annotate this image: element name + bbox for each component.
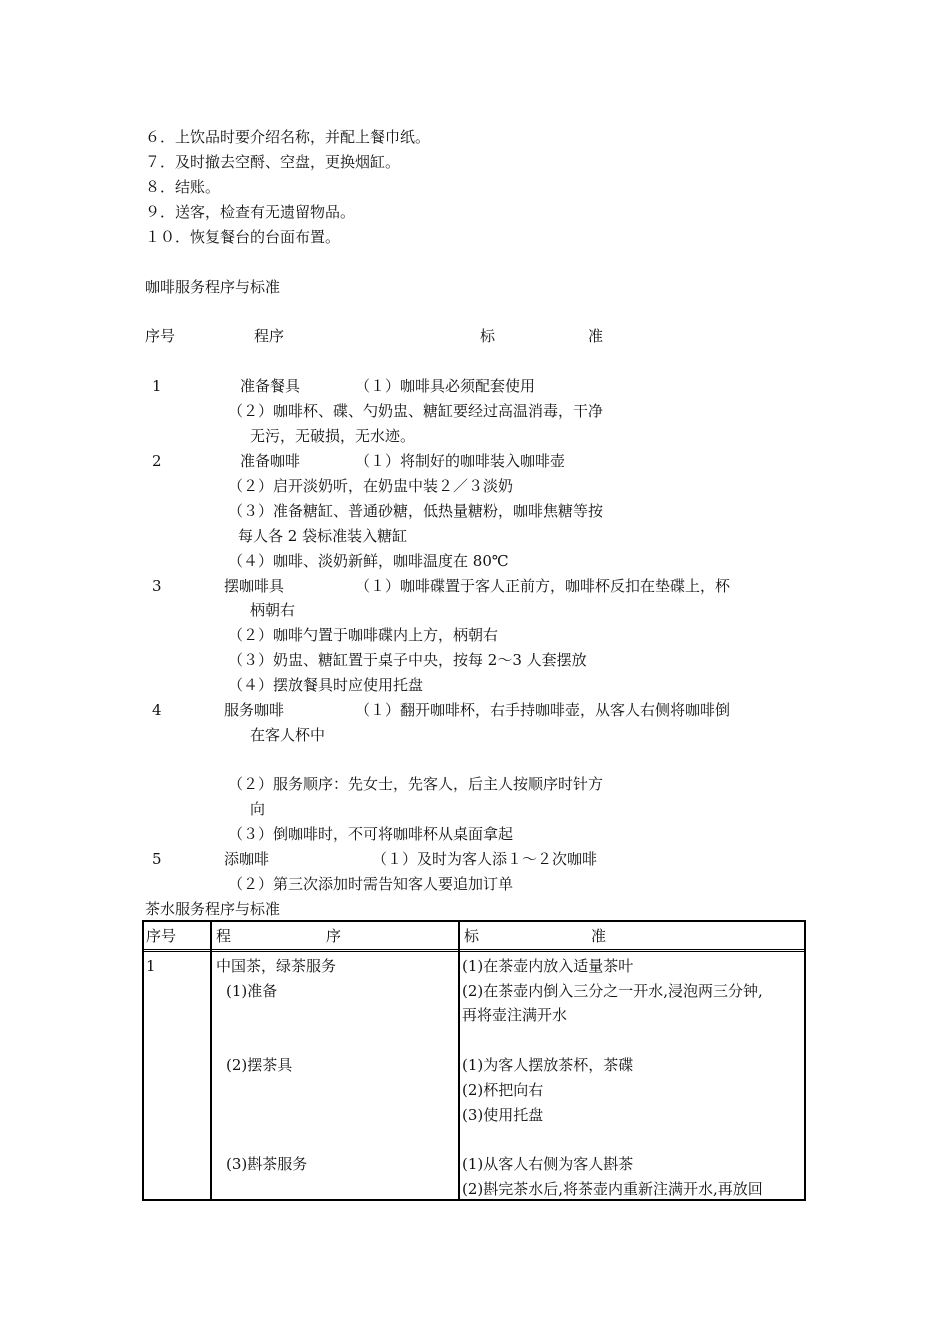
coffee-row-std: （１）及时为客人添１～２次咖啡 — [372, 850, 598, 868]
tea-header-proc: 程 — [216, 927, 232, 945]
coffee-row-proc: 准备餐具 — [240, 377, 301, 395]
tea-std-line: (2)在茶壶内倒入三分之一开水,浸泡两三分钟, — [462, 982, 763, 1000]
tea-table — [142, 920, 806, 1201]
list-item: ６．上饮品时要介绍名称，并配上餐巾纸。 — [145, 128, 431, 146]
coffee-row-std: 在客人杯中 — [250, 726, 326, 744]
tea-proc-line: 中国茶，绿茶服务 — [216, 957, 337, 975]
coffee-row-no: 2 — [152, 452, 162, 470]
list-item: ７．及时撤去空酹、空盘，更换烟缸。 — [145, 153, 401, 171]
coffee-header-std: 准 — [588, 327, 604, 345]
tea-header-no: 序号 — [146, 927, 177, 945]
coffee-row-std: 向 — [250, 800, 266, 818]
coffee-row-std: 柄朝右 — [250, 601, 296, 619]
tea-std-line: (2)斟完茶水后,将茶壶内重新注满开水,再放回 — [462, 1180, 763, 1198]
tea-header-std: 标 — [464, 927, 480, 945]
coffee-row-std: （４）咖啡、淡奶新鲜，咖啡温度在 80℃ — [228, 552, 509, 570]
tea-header-proc: 序 — [326, 927, 342, 945]
coffee-header-std: 标 — [480, 327, 496, 345]
coffee-row-std: （１）翻开咖啡杯，右手持咖啡壶，从客人右侧将咖啡倒 — [355, 701, 731, 719]
coffee-row-std: （２）第三次添加时需告知客人要追加订单 — [228, 875, 514, 893]
coffee-row-proc: 服务咖啡 — [224, 701, 285, 719]
coffee-row-std: （１）将制好的咖啡装入咖啡壶 — [355, 452, 566, 470]
coffee-row-std: （３）准备糖缸、普通砂糖，低热量糖粉，咖啡焦糖等按 — [228, 502, 604, 520]
coffee-row-no: 4 — [152, 701, 162, 719]
list-item: １０．恢复餐台的台面布置。 — [145, 228, 341, 246]
tea-std-line: (3)使用托盘 — [462, 1106, 544, 1124]
coffee-row-std: （４）摆放餐具时应使用托盘 — [228, 676, 424, 694]
coffee-header-proc: 程序 — [254, 327, 285, 345]
coffee-row-no: 3 — [152, 577, 162, 595]
coffee-row-proc: 添咖啡 — [224, 850, 270, 868]
list-item: ９．送客，检查有无遗留物品。 — [145, 203, 356, 221]
table-divider — [210, 922, 214, 1199]
coffee-row-no: 5 — [152, 850, 162, 868]
table-divider — [804, 922, 808, 1199]
tea-proc-line: (3)斟茶服务 — [226, 1155, 308, 1173]
coffee-row-std: （２）启开淡奶听，在奶盅中装２／３淡奶 — [228, 477, 514, 495]
coffee-row-std: （１）咖啡具必须配套使用 — [355, 377, 536, 395]
tea-row-no: 1 — [146, 957, 156, 975]
tea-proc-line: (1)准备 — [226, 982, 278, 1000]
coffee-row-std: （２）咖啡勺置于咖啡碟内上方，柄朝右 — [228, 626, 499, 644]
tea-std-line: (1)在茶壶内放入适量茶叶 — [462, 957, 634, 975]
coffee-section-title: 咖啡服务程序与标准 — [145, 278, 281, 296]
list-item: ８．结账。 — [145, 178, 221, 196]
tea-section-title: 茶水服务程序与标准 — [145, 900, 281, 918]
table-divider — [144, 949, 804, 952]
tea-proc-line: (2)摆茶具 — [226, 1056, 293, 1074]
coffee-row-std: （３）奶盅、糖缸置于桌子中央，按每 2～3 人套摆放 — [228, 651, 587, 669]
coffee-row-std: （３）倒咖啡时，不可将咖啡杯从桌面拿起 — [228, 825, 514, 843]
coffee-row-no: 1 — [152, 377, 162, 395]
coffee-row-proc: 准备咖啡 — [240, 452, 301, 470]
coffee-row-std: （１）咖啡碟置于客人正前方，咖啡杯反扣在垫碟上，杯 — [355, 577, 731, 595]
tea-std-line: 再将壶注满开水 — [462, 1006, 568, 1024]
coffee-row-std: （２）服务顺序：先女士，先客人，后主人按顺序时针方 — [228, 775, 604, 793]
tea-header-std: 准 — [591, 927, 607, 945]
coffee-row-std: 无污，无破损，无水迹。 — [250, 427, 416, 445]
coffee-row-proc: 摆咖啡具 — [224, 577, 285, 595]
tea-std-line: (1)从客人右侧为客人斟茶 — [462, 1155, 634, 1173]
tea-std-line: (2)杯把向右 — [462, 1081, 544, 1099]
tea-std-line: (1)为客人摆放茶杯，茶碟 — [462, 1056, 634, 1074]
coffee-row-std: （２）咖啡杯、碟、勺奶盅、糖缸要经过高温消毒，干净 — [228, 402, 604, 420]
coffee-header-no: 序号 — [145, 327, 176, 345]
coffee-row-std: 每人各 2 袋标准装入糖缸 — [238, 527, 408, 545]
